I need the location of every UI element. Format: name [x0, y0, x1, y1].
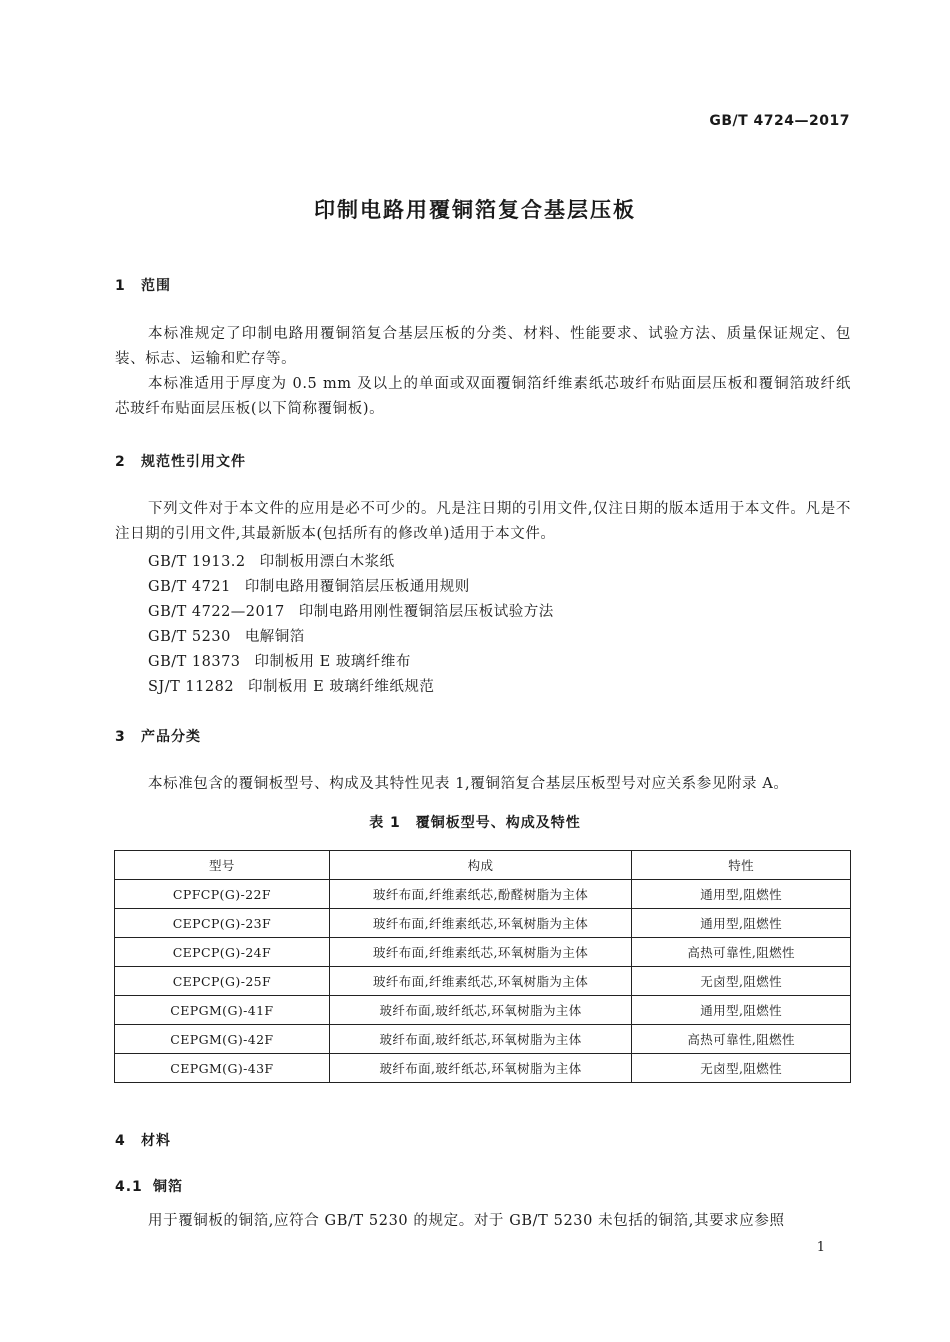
section-title: 材料 [141, 1133, 171, 1149]
column-header: 型号 [115, 851, 330, 880]
section-1-paragraph-1: 本标准规定了印制电路用覆铜箔复合基层压板的分类、材料、性能要求、试验方法、质量保证规定、包装、标志、运输和贮存等。 [115, 326, 851, 367]
reference-code: GB/T 18373 [148, 654, 241, 670]
cell-property: 高热可靠性,阻燃性 [632, 938, 851, 967]
section-number: 4.1 [115, 1179, 143, 1195]
cell-composition: 玻纤布面,玻纤纸芯,环氧树脂为主体 [329, 996, 632, 1025]
section-number: 1 [115, 278, 126, 294]
section-number: 4 [115, 1133, 126, 1149]
reference-item [148, 650, 411, 671]
cell-model: CEPGM(G)-42F [115, 1025, 330, 1054]
table-row [115, 938, 851, 967]
reference-code: GB/T 4722—2017 [148, 604, 285, 620]
column-header: 特性 [632, 851, 851, 880]
section-3-paragraph-1: 本标准包含的覆铜板型号、构成及其特性见表 1,覆铜箔复合基层压板型号对应关系参见附录 A。 [148, 776, 789, 792]
cell-model: CEPCP(G)-24F [115, 938, 330, 967]
reference-item [148, 600, 554, 621]
table-row [115, 909, 851, 938]
table-row [115, 1054, 851, 1083]
cell-model: CEPCP(G)-25F [115, 967, 330, 996]
cell-property: 无卤型,阻燃性 [632, 967, 851, 996]
section-2-paragraph-1: 下列文件对于本文件的应用是必不可少的。凡是注日期的引用文件,仅注日期的版本适用于本文件。凡是不注日期的引用文件,其最新版本(包括所有的修改单)适用于本文件。 [115, 501, 851, 542]
cell-composition: 玻纤布面,玻纤纸芯,环氧树脂为主体 [329, 1025, 632, 1054]
cell-property: 无卤型,阻燃性 [632, 1054, 851, 1083]
section-1-heading [115, 275, 171, 295]
standard-code: GB/T 4724—2017 [709, 113, 850, 129]
page-number: 1 [816, 1240, 825, 1255]
reference-code: GB/T 4721 [148, 579, 231, 595]
section-3-heading [115, 726, 201, 746]
table-row [115, 1025, 851, 1054]
cell-composition: 玻纤布面,纤维素纸芯,环氧树脂为主体 [329, 938, 632, 967]
reference-title: 印制电路用覆铜箔层压板通用规则 [244, 579, 470, 595]
reference-item [148, 550, 395, 571]
reference-item [148, 675, 434, 696]
section-4-1-heading [115, 1176, 183, 1196]
reference-item [148, 575, 470, 596]
section-title: 产品分类 [141, 729, 201, 745]
cell-property: 通用型,阻燃性 [632, 880, 851, 909]
reference-title: 印制板用漂白木浆纸 [259, 554, 395, 570]
cell-model: CEPCP(G)-23F [115, 909, 330, 938]
reference-code: SJ/T 11282 [148, 679, 235, 695]
reference-item [148, 625, 305, 646]
cell-model: CPFCP(G)-22F [115, 880, 330, 909]
section-4-heading [115, 1130, 171, 1150]
cell-property: 通用型,阻燃性 [632, 996, 851, 1025]
table-row [115, 880, 851, 909]
section-title: 范围 [141, 278, 171, 294]
cell-property: 通用型,阻燃性 [632, 909, 851, 938]
section-1-paragraph-2: 本标准适用于厚度为 0.5 mm 及以上的单面或双面覆铜箔纤维素纸芯玻纤布贴面层压板和覆铜箔玻纤纸芯玻纤布贴面层压板(以下简称覆铜板)。 [115, 376, 851, 417]
table-header-row [115, 851, 851, 880]
reference-title: 印制板用 E 玻璃纤维布 [254, 654, 411, 670]
reference-code: GB/T 5230 [148, 629, 231, 645]
section-2-heading [115, 451, 246, 471]
cell-composition: 玻纤布面,纤维素纸芯,酚醛树脂为主体 [329, 880, 632, 909]
cell-model: CEPGM(G)-41F [115, 996, 330, 1025]
cell-composition: 玻纤布面,玻纤纸芯,环氧树脂为主体 [329, 1054, 632, 1083]
reference-code: GB/T 1913.2 [148, 554, 246, 570]
section-number: 2 [115, 454, 126, 470]
cell-model: CEPGM(G)-43F [115, 1054, 330, 1083]
spec-table [114, 850, 851, 1083]
reference-title: 印制电路用刚性覆铜箔层压板试验方法 [298, 604, 554, 620]
table-row [115, 996, 851, 1025]
document-title: 印制电路用覆铜箔复合基层压板 [314, 198, 636, 222]
reference-title: 电解铜箔 [244, 629, 305, 645]
section-title: 铜箔 [153, 1179, 183, 1195]
section-title: 规范性引用文件 [141, 454, 246, 470]
section-4-1-paragraph-1: 用于覆铜板的铜箔,应符合 GB/T 5230 的规定。对于 GB/T 5230 未包括的铜箔,其要求应参照 [148, 1213, 785, 1229]
reference-title: 印制板用 E 玻璃纤维纸规范 [248, 679, 435, 695]
cell-composition: 玻纤布面,纤维素纸芯,环氧树脂为主体 [329, 967, 632, 996]
table-caption: 表 1 覆铜板型号、构成及特性 [369, 815, 581, 831]
cell-property: 高热可靠性,阻燃性 [632, 1025, 851, 1054]
cell-composition: 玻纤布面,纤维素纸芯,环氧树脂为主体 [329, 909, 632, 938]
table-row [115, 967, 851, 996]
column-header: 构成 [329, 851, 632, 880]
section-number: 3 [115, 729, 126, 745]
